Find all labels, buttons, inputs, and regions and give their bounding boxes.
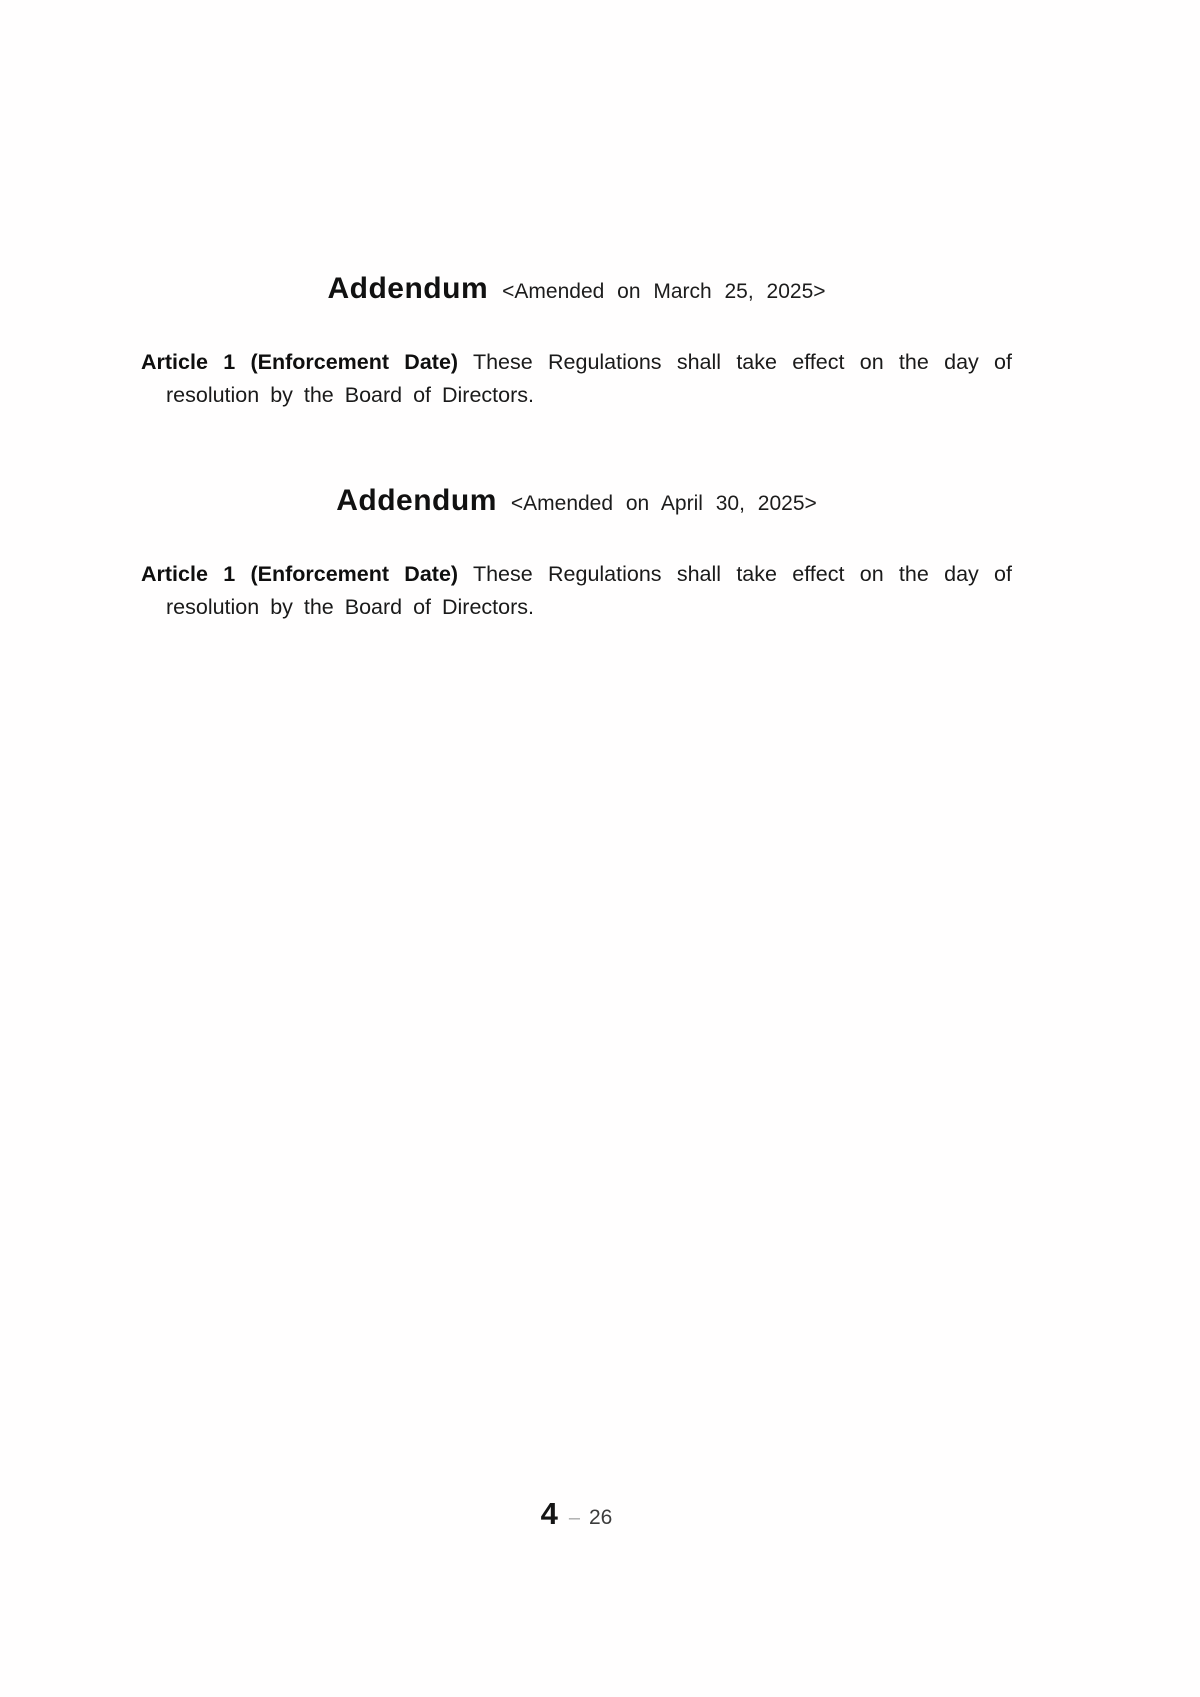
article-text: These Regulations shall take effect on the day of xyxy=(472,562,1012,586)
article-paragraph-1 xyxy=(141,346,1012,412)
addendum-title: Addendum xyxy=(336,484,497,517)
article-line xyxy=(141,558,1012,591)
page-number-separator: – xyxy=(568,1507,580,1529)
article-label: Article 1 (Enforcement Date) xyxy=(141,350,459,374)
addendum-title: Addendum xyxy=(327,272,489,305)
amendment-date-note: <Amended on April 30, 2025> xyxy=(510,492,817,515)
article-label: Article 1 (Enforcement Date) xyxy=(141,562,459,586)
page-number: 4 xyxy=(540,1496,558,1531)
article-line xyxy=(141,346,1012,379)
page-total: 26 xyxy=(589,1506,613,1529)
article-line: resolution by the Board of Directors. xyxy=(166,383,534,407)
article-paragraph-2 xyxy=(141,558,1012,624)
amendment-date-note: <Amended on March 25, 2025> xyxy=(502,280,826,303)
article-line: resolution by the Board of Directors. xyxy=(166,595,534,619)
page-footer xyxy=(141,1496,1012,1532)
addendum-heading-2 xyxy=(141,484,1012,518)
article-text: These Regulations shall take effect on the day of xyxy=(472,350,1012,374)
addendum-heading-1 xyxy=(141,272,1012,306)
